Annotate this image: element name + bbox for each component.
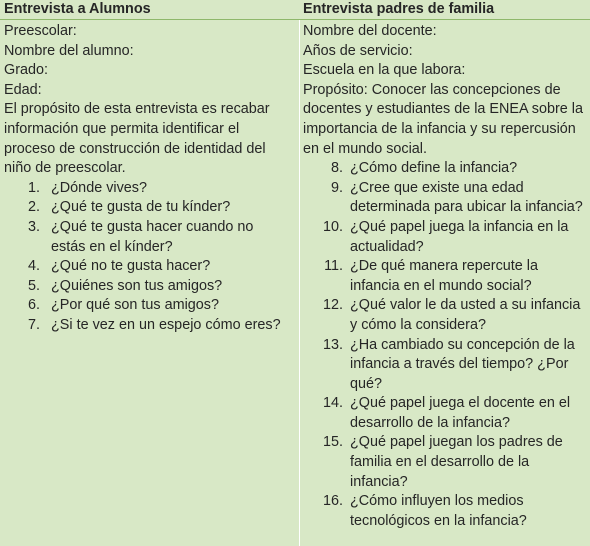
- question-text: ¿Cómo define la infancia?: [350, 160, 518, 177]
- question-number: 8.: [330, 160, 343, 177]
- list-item: [4, 179, 299, 199]
- question-number: 11.: [324, 258, 343, 275]
- parents-question-list: [303, 159, 590, 531]
- question-text: ¿Por qué son tus amigos?: [51, 297, 219, 314]
- list-item: [303, 296, 590, 335]
- question-number: 2.: [27, 199, 40, 216]
- question-text: ¿Cómo influyen los medios tecnológicos en la infancia?: [350, 493, 527, 529]
- students-interview-header: Entrevista a Alumnos: [0, 0, 299, 20]
- field-grade: Grado:: [4, 62, 48, 79]
- question-number: 13.: [322, 336, 343, 353]
- parents-interview-column: [299, 0, 590, 546]
- list-item: [303, 257, 590, 296]
- question-text: ¿Quiénes son tus amigos?: [51, 277, 223, 294]
- question-number: 7.: [27, 316, 40, 333]
- list-item: [303, 179, 590, 218]
- list-item: [303, 492, 590, 531]
- question-text: ¿Qué valor le da usted a su infancia y cómo la considera?: [350, 297, 581, 333]
- question-text: ¿Si te vez en un espejo cómo eres?: [51, 316, 281, 333]
- list-item: [303, 336, 590, 395]
- question-number: 3.: [27, 218, 40, 235]
- question-text: ¿Qué te gusta hacer cuando no estás en el kínder?: [51, 218, 254, 255]
- parents-interview-header: Entrevista padres de familia: [299, 0, 590, 20]
- parents-purpose-text: Propósito: Conocer las concepciones de docentes y estudiantes de la ENEA sobre la importancia de la infancia y su repercusión en el mundo social.: [303, 81, 583, 157]
- question-text: ¿Qué no te gusta hacer?: [51, 258, 211, 275]
- question-number: 16.: [322, 493, 343, 510]
- list-item: [4, 198, 299, 218]
- list-item: [4, 296, 299, 316]
- students-question-list: [4, 179, 299, 336]
- list-item: [303, 394, 590, 433]
- question-number: 9.: [330, 179, 343, 196]
- list-item: [4, 218, 299, 257]
- field-teacher-name: Nombre del docente:: [303, 23, 437, 39]
- list-item: [303, 218, 590, 257]
- list-item: [303, 159, 590, 179]
- question-text: ¿Qué papel juega el docente en el desarrollo de la infancia?: [350, 395, 571, 431]
- question-text: ¿Qué papel juega la infancia en la actualidad?: [350, 218, 569, 255]
- field-years-of-service: Años de servicio:: [303, 42, 413, 59]
- question-number: 1.: [27, 179, 40, 196]
- parents-interview-body: [303, 20, 590, 531]
- question-number: 6.: [27, 297, 40, 314]
- question-text: ¿De qué manera repercute la infancia en el mundo social?: [350, 258, 538, 294]
- question-text: ¿Cree que existe una edad determinada para ubicar la infancia?: [350, 179, 583, 216]
- list-item: [4, 316, 299, 336]
- question-number: 5.: [27, 277, 40, 294]
- students-interview-body: [4, 20, 299, 336]
- question-number: 4.: [27, 258, 40, 275]
- field-age: Edad:: [4, 81, 42, 98]
- question-text: ¿Dónde vives?: [51, 179, 147, 196]
- question-number: 10.: [322, 218, 343, 235]
- question-text: ¿Ha cambiado su concepción de la infancia a través del tiempo? ¿Por qué?: [350, 336, 575, 392]
- question-number: 14.: [322, 395, 343, 412]
- list-item: [303, 433, 590, 492]
- students-purpose-text: El propósito de esta entrevista es recabar información que permita identificar el proceso de construcción de identidad del niño de preescolar.: [4, 101, 270, 177]
- question-number: 15.: [322, 434, 343, 451]
- field-student-name: Nombre del alumno:: [4, 42, 134, 59]
- field-preescolar: Preescolar:: [4, 23, 77, 39]
- question-text: ¿Qué papel juegan los padres de familia en el desarrollo de la infancia?: [350, 434, 563, 490]
- question-number: 12.: [322, 297, 343, 314]
- list-item: [4, 277, 299, 297]
- field-school: Escuela en la que labora:: [303, 62, 466, 79]
- list-item: [4, 257, 299, 277]
- question-text: ¿Qué te gusta de tu kínder?: [51, 199, 231, 216]
